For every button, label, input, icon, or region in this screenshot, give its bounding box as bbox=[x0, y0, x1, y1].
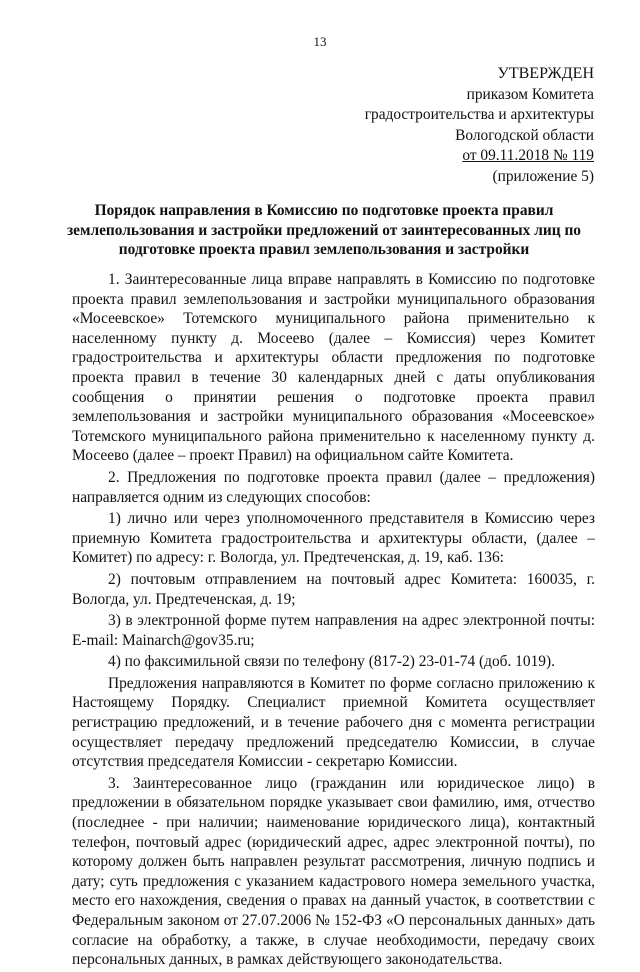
paragraph-2-item-1: 1) лично или через уполномоченного представителя в Комиссию через приемную Комитета градостроительства и архитектуры области, (далее – Комитет) по адресу: г. Вологда, ул. Предтеченская, д. 19, каб. 136: bbox=[72, 510, 595, 567]
approval-stamp bbox=[365, 64, 594, 187]
document-body bbox=[72, 270, 595, 972]
page-number: 13 bbox=[313, 34, 327, 49]
paragraph-1: 1. Заинтересованные лица вправе направлять в Комиссию по подготовке проекта правил землепользования и застройки муниципального образования «Мосеевское» Тотемского муниципального района применительно к населенному пункту д. Мосеево (далее – Комиссия) через Комитет градостроительства и архитектуры области предложения по подготовке проекта правил в течение 30 календарных дней с даты опубликования сообщения о принятии решения о подготовке проекта правил землепользования и застройки муниципального образования «Мосеевское» Тотемского муниципального района применительно к населенному пункту д. Мосеево (далее – проект Правил) на официальном сайте Комитета. bbox=[72, 271, 595, 465]
approval-line-committee: градостроительства и архитектуры bbox=[364, 106, 594, 123]
approval-line-order: приказом Комитета bbox=[466, 85, 594, 103]
approval-line-region: Вологодской области bbox=[455, 126, 594, 144]
paragraph-2: 2. Предложения по подготовке проекта правил (далее – предложения) направляется одним из следующих способов: bbox=[72, 468, 595, 506]
paragraph-2-item-2: 2) почтовым отправлением на почтовый адрес Комитета: 160035, г. Вологда, ул. Предтеченская, д. 19; bbox=[72, 570, 595, 608]
document-title: Порядок направления в Комиссию по подготовке проекта правил землепользования и застройки предложений от заинтересованных лиц по подготовке проекта правил землепользования и застройки bbox=[66, 202, 582, 258]
paragraph-submission: Предложения направляются в Комитет по форме согласно приложению к Настоящему Порядку. Специалист приемной Комитета осуществляет регистрацию предложений, и в течение рабочего дня с момента регистрации осуществляет передачу предложений председателю Комиссии, в случае отсутствия председателя Комиссии - секретарю Комиссии. bbox=[72, 674, 595, 771]
approval-heading: УТВЕРЖДЕН bbox=[497, 65, 594, 82]
paragraph-2-item-3: 3) в электронной форме путем направления на адрес электронной почты: E-mail: Mainarch@gov35.ru; bbox=[72, 612, 595, 649]
approval-line-date: от 09.11.2018 № 119 bbox=[462, 147, 594, 164]
approval-line-appendix: (приложение 5) bbox=[492, 167, 594, 185]
paragraph-2-item-4: 4) по факсимильной связи по телефону (817-2) 23-01-74 (доб. 1019). bbox=[108, 653, 555, 671]
paragraph-3: 3. Заинтересованное лицо (гражданин или юридическое лицо) в предложении в обязательном порядке указывает свои фамилию, имя, отчество (последнее - при наличии; наименование юридического лица), контактный телефон, почтовый адрес (юридический адрес, адрес электронной почты), по которому должен быть направлен результат рассмотрения, личную подпись и дату; суть предложения с указанием кадастрового номера земельного участка, место его нахождения, сведения о правах на данный участок, в соответствии с Федеральным законом от 27.07.2006 № 152-ФЗ «О персональных данных» дать согласие на обработку, а также, в случае необходимости, передачу своих персональных данных, в рамках действующего законодательства. bbox=[72, 774, 595, 969]
